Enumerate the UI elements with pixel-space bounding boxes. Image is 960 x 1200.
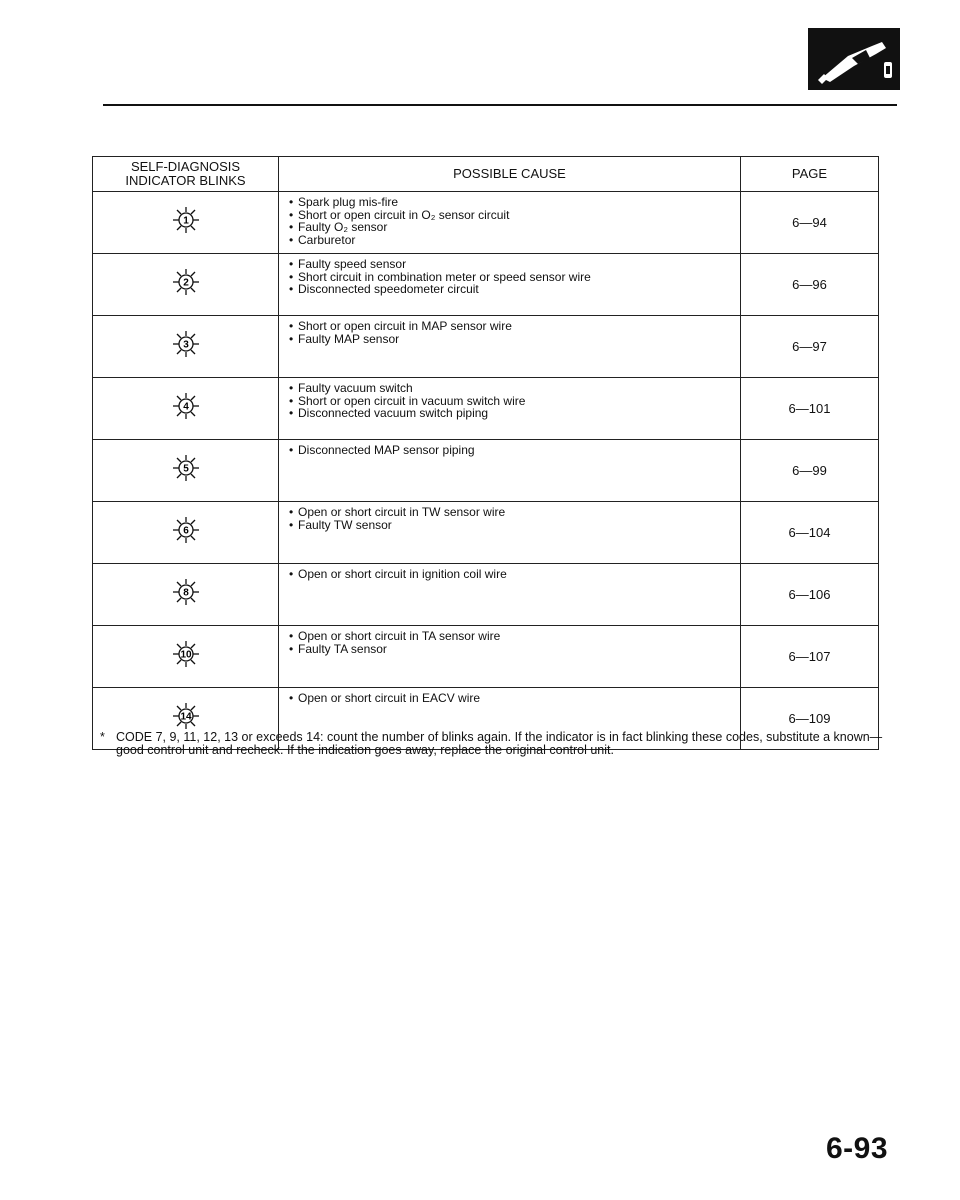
blink-indicator-cell — [93, 254, 279, 316]
possible-cause-cell — [279, 316, 741, 378]
table-row — [93, 316, 879, 378]
cause-item: • Open or short circuit in TW sensor wire — [289, 506, 734, 519]
header-rule — [103, 104, 897, 106]
cause-item: • Carburetor — [289, 234, 734, 247]
cause-item: • Short or open circuit in O₂ sensor circuit — [289, 209, 734, 222]
diagnosis-table — [92, 156, 879, 750]
blink-code-label: 4 — [182, 401, 189, 413]
blink-code-label: 2 — [182, 277, 189, 289]
possible-cause-cell — [279, 440, 741, 502]
cause-list — [289, 568, 734, 581]
cause-item: • Faulty vacuum switch — [289, 382, 734, 395]
blink-code-label: 14 — [179, 711, 192, 723]
possible-cause-cell — [279, 192, 741, 254]
cause-item: • Faulty TW sensor — [289, 519, 734, 532]
cause-item: • Open or short circuit in EACV wire — [289, 692, 734, 705]
blinking-lamp-icon — [170, 577, 202, 607]
page-reference-cell: 6—94 — [741, 192, 879, 254]
fuel-nozzle-icon — [808, 28, 900, 90]
table-row — [93, 440, 879, 502]
cause-item: • Faulty O₂ sensor — [289, 221, 734, 234]
blink-indicator-cell — [93, 440, 279, 502]
table-row — [93, 378, 879, 440]
page-reference-cell: 6—106 — [741, 564, 879, 626]
table-header-row — [93, 157, 879, 192]
cause-list — [289, 692, 734, 705]
cause-list — [289, 630, 734, 655]
page-reference-cell: 6—107 — [741, 626, 879, 688]
cause-item: • Short circuit in combination meter or speed sensor wire — [289, 271, 734, 284]
blink-indicator-cell — [93, 316, 279, 378]
blink-indicator-cell — [93, 626, 279, 688]
page-reference-cell: 6—99 — [741, 440, 879, 502]
blink-indicator-cell — [93, 378, 279, 440]
table-row — [93, 254, 879, 316]
page-reference-cell: 6—97 — [741, 316, 879, 378]
blinking-lamp-icon — [170, 453, 202, 483]
cause-item: • Disconnected speedometer circuit — [289, 283, 734, 296]
blink-indicator-cell — [93, 502, 279, 564]
footnote-marker: * — [100, 730, 105, 744]
cause-list — [289, 196, 734, 246]
cause-list — [289, 320, 734, 345]
blink-code-label: 1 — [182, 215, 189, 227]
page-reference-cell: 6—101 — [741, 378, 879, 440]
possible-cause-cell — [279, 564, 741, 626]
table-row — [93, 502, 879, 564]
blinking-lamp-icon — [170, 391, 202, 421]
blinking-lamp-icon — [170, 701, 202, 731]
blinking-lamp-icon — [170, 639, 202, 669]
blink-indicator-cell — [93, 564, 279, 626]
page-reference-cell: 6—104 — [741, 502, 879, 564]
cause-item: • Open or short circuit in TA sensor wire — [289, 630, 734, 643]
blink-indicator-cell — [93, 192, 279, 254]
cause-item: • Open or short circuit in ignition coil wire — [289, 568, 734, 581]
table-row — [93, 564, 879, 626]
cause-list — [289, 506, 734, 531]
cause-item: • Faulty TA sensor — [289, 643, 734, 656]
blink-code-label: 5 — [182, 463, 189, 475]
cause-list — [289, 444, 734, 457]
page-reference-cell: 6—109 — [741, 688, 879, 750]
blink-code-label: 8 — [182, 587, 189, 599]
blinking-lamp-icon — [170, 205, 202, 235]
possible-cause-cell — [279, 626, 741, 688]
cause-item: • Spark plug mis-fire — [289, 196, 734, 209]
cause-list — [289, 258, 734, 296]
blink-code-label: 3 — [182, 339, 189, 351]
possible-cause-cell — [279, 378, 741, 440]
table-body — [93, 192, 879, 750]
page-number: 6-93 — [826, 1132, 889, 1165]
footnote-text: CODE 7, 9, 11, 12, 13 or exceeds 14: count the number of blinks again. If the indicator is in fact blinking these codes, substitute a known—good control unit and recheck. If the indication goes away, replace the original control unit. — [116, 730, 883, 757]
table-row — [93, 626, 879, 688]
blink-code-label: 6 — [182, 525, 189, 537]
cause-list — [289, 382, 734, 420]
blinking-lamp-icon — [170, 329, 202, 359]
blink-code-label: 10 — [179, 649, 192, 661]
blinking-lamp-icon — [170, 515, 202, 545]
cause-item: • Short or open circuit in MAP sensor wire — [289, 320, 734, 333]
footnote — [100, 731, 885, 757]
page-reference-cell: 6—96 — [741, 254, 879, 316]
header-page: PAGE — [741, 157, 879, 192]
diagnosis-table-container — [92, 156, 878, 750]
cause-item: • Short or open circuit in vacuum switch wire — [289, 395, 734, 408]
header-possible-cause: POSSIBLE CAUSE — [279, 157, 741, 192]
cause-item: • Disconnected vacuum switch piping — [289, 407, 734, 420]
possible-cause-cell — [279, 254, 741, 316]
table-row — [93, 192, 879, 254]
cause-item: • Disconnected MAP sensor piping — [289, 444, 734, 457]
blinking-lamp-icon — [170, 267, 202, 297]
header-indicator-blinks: SELF-DIAGNOSIS INDICATOR BLINKS — [93, 157, 279, 192]
cause-item: • Faulty MAP sensor — [289, 333, 734, 346]
cause-item: • Faulty speed sensor — [289, 258, 734, 271]
possible-cause-cell — [279, 502, 741, 564]
